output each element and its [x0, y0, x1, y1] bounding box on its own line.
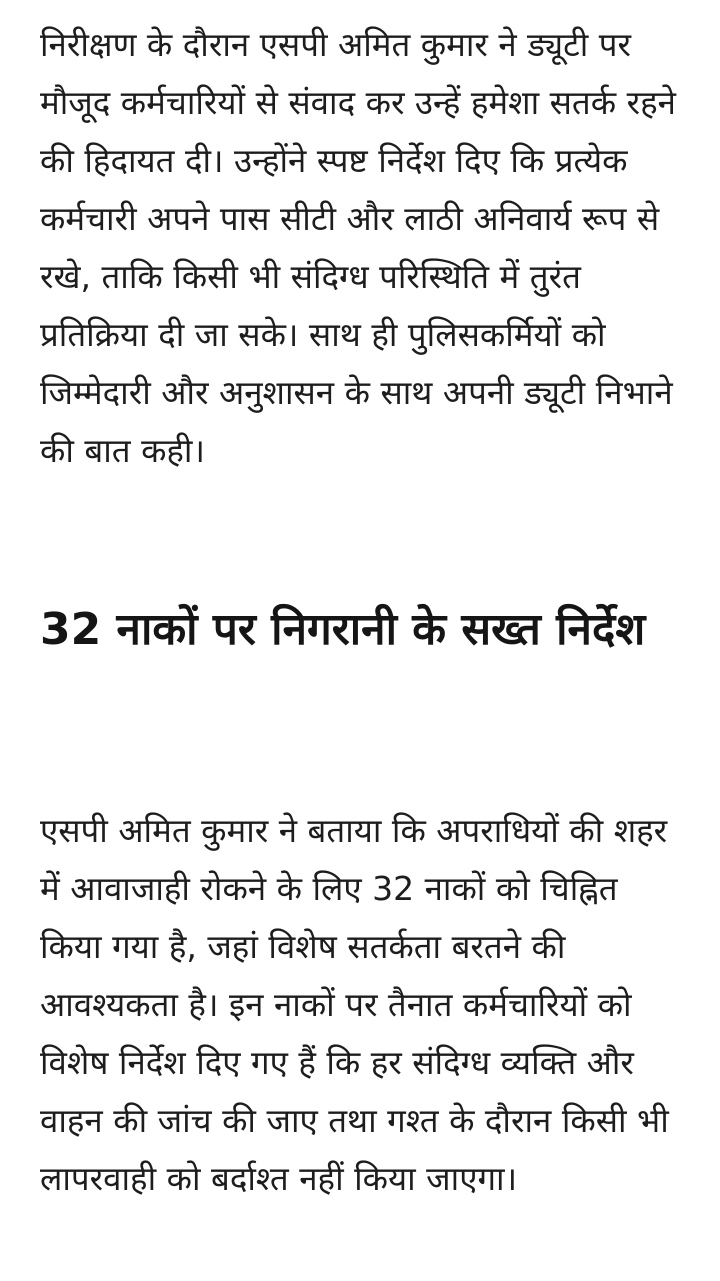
- article-paragraph: एसपी अमित कुमार ने बताया कि अपराधियों की शहर में आवाजाही रोकने के लिए 32 नाकों को चिह्नित किया गया है, जहां विशेष सतर्कता बरतने की आवश्यकता है। इन नाकों पर तैनात कर्मचारियों को विशेष निर्देश दिए गए हैं कि हर संदिग्ध व्यक्ति और वाहन की जांच की जाए तथा गश्त के दौरान किसी भी लापरवाही को बर्दाश्त नहीं किया जाएगा।: [40, 811, 669, 1198]
- section-heading: 32 नाकों पर निगरानी के सख्त निर्देश: [40, 604, 646, 655]
- article-paragraph: निरीक्षण के दौरान एसपी अमित कुमार ने ड्यूटी पर मौजूद कर्मचारियों से संवाद कर उन्हें हमेशा सतर्क रहने की हिदायत दी। उन्होंने स्पष्ट निर्देश दिए कि प्रत्येक कर्मचारी अपने पास सीटी और लाठी अनिवार्य रूप से रखे, ताकि किसी भी संदिग्ध परिस्थिति में तुरंत प्रतिक्रिया दी जा सके। साथ ही पुलिसकर्मियों को जिम्मेदारी और अनुशासन के साथ अपनी ड्यूटी निभाने की बात कही।: [40, 25, 676, 470]
